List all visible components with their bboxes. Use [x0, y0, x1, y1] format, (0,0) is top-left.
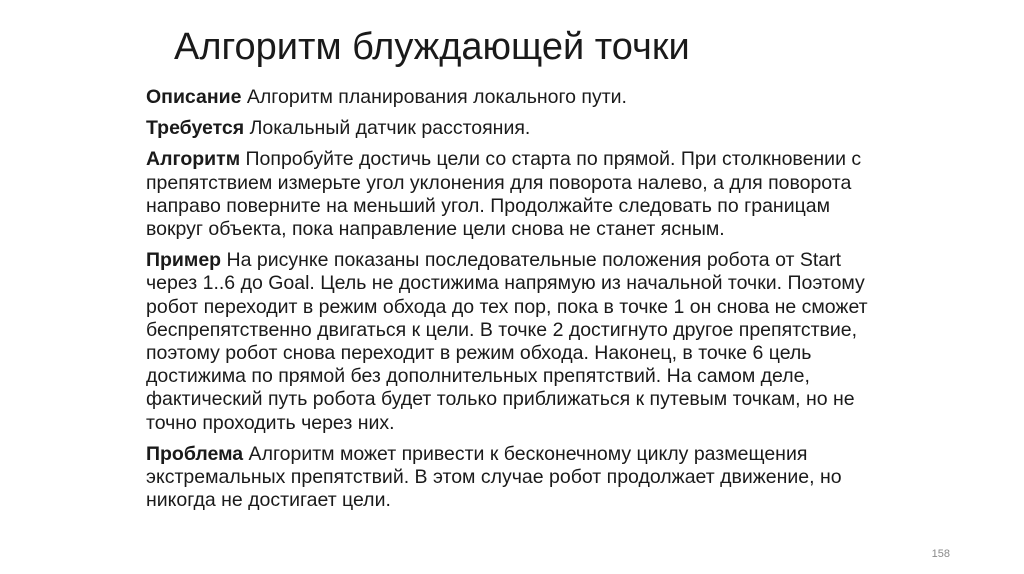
- paragraph-problem: [146, 443, 886, 513]
- text-algorithm: Попробуйте достичь цели со старта по прямой. При столкновении с препятствием измерьте угол уклонения для поворота налево, а для поворота направо поверните на меньший угол. Продолжайте следовать по границам вокруг объекта, пока направление цели снова не станет ясным.: [146, 148, 862, 241]
- text-problem: Алгоритм может привести к бесконечному циклу размещения экстремальных препятствий. В этом случае робот продолжает движение, но никогда не достигает цели.: [146, 442, 842, 512]
- term-requirement: Требуется: [146, 117, 245, 140]
- page-number: 158: [931, 548, 950, 560]
- slide-title: Алгоритм блуждающей точки: [174, 26, 690, 68]
- term-problem: Проблема: [146, 442, 244, 465]
- term-example: Пример: [146, 249, 222, 272]
- paragraph-description: [146, 86, 886, 109]
- term-algorithm: Алгоритм: [146, 148, 241, 171]
- text-description: Алгоритм планирования локального пути.: [241, 86, 627, 108]
- text-example: На рисунке показаны последовательные положения робота от Start через 1..6 до Goal. Цель не достижима напрямую из начальной точки. Поэтому робот переходит в режим обхода до тех пор, пока в точке 1 он снова не сможет беспрепятственно двигаться к цели. В точке 2 достигнуто другое препятствие, поэтому робот снова переходит в режим обхода. Наконец, в точке 6 цель достижима по прямой без дополнительных препятствий. На самом деле, фактический путь робота будет только приближаться к путевым точкам, но не точно проходить через них.: [146, 249, 868, 434]
- term-description: Описание: [146, 86, 242, 108]
- paragraph-requirement: [146, 117, 886, 140]
- paragraph-example: [146, 249, 886, 435]
- slide-body: [146, 86, 886, 520]
- text-requirement: Локальный датчик расстояния.: [244, 117, 531, 140]
- paragraph-algorithm: [146, 148, 886, 241]
